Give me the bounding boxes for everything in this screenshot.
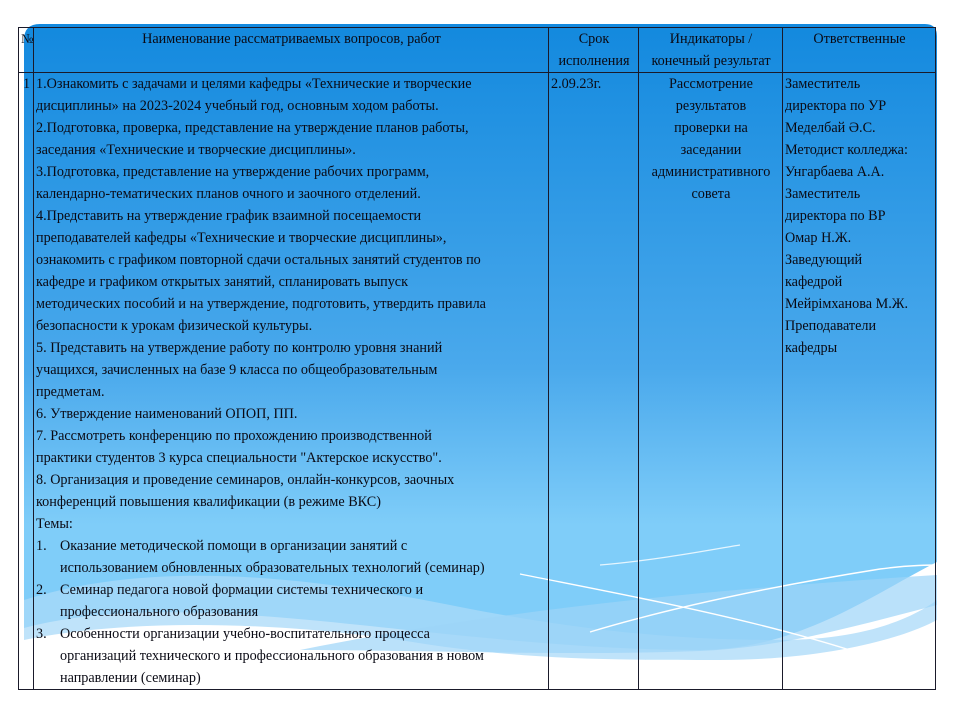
task-line: 6. Утверждение наименований ОПОП, ПП. (36, 406, 298, 422)
responsible-line: кафедрой (785, 274, 843, 290)
topic-line: Семинар педагога новой формации системы технического и (60, 582, 424, 598)
topic-text (60, 623, 547, 689)
topic-number: 3. (36, 626, 47, 642)
task-line: Темы: (36, 516, 73, 532)
header-deadline-line2: исполнения (558, 53, 630, 69)
indicator-line: проверки на (674, 120, 748, 136)
topic-item (36, 579, 547, 623)
responsible-line: кафедры (785, 340, 838, 356)
task-list (36, 73, 547, 535)
task-line: практики студентов 3 курса специальности "Актерское искусство". (36, 450, 442, 466)
header-deadline-line1: Срок (578, 31, 610, 47)
task-line: календарно-тематических планов очного и заочного отделений. (36, 186, 421, 202)
indicator-line: административного (651, 164, 771, 180)
responsible-line: Мейрімханова М.Ж. (785, 296, 908, 312)
responsible-line: Преподаватели (785, 318, 877, 334)
indicator-line: совета (691, 186, 731, 202)
topic-line: Особенности организации учебно-воспитательного процесса (60, 626, 430, 642)
task-line: 5. Представить на утверждение работу по контролю уровня знаний (36, 340, 443, 356)
topic-text (60, 535, 547, 579)
row-deadline: 2.09.23г. (549, 73, 639, 690)
responsible-line: Заведующий (785, 252, 863, 268)
task-line: преподавателей кафедры «Технические и творческие дисциплины», (36, 230, 447, 246)
header-indicators-line2: конечный результат (651, 53, 771, 69)
header-responsible: Ответственные (783, 28, 936, 73)
task-line: учащихся, зачисленных на базе 9 класса по общеобразовательным (36, 362, 438, 378)
responsible-line: директора по ВР (785, 208, 886, 224)
task-line: дисциплины» на 2023-2024 учебный год, основным ходом работы. (36, 98, 439, 114)
topic-list (36, 535, 547, 689)
table-row (19, 73, 936, 690)
topic-item (36, 623, 547, 689)
table-header-row (19, 28, 936, 73)
topic-line: направлении (семинар) (60, 670, 201, 686)
row-responsible (783, 73, 936, 690)
topic-number: 2. (36, 582, 47, 598)
task-line: кафедре и графиком открытых занятий, спланировать выпуск (36, 274, 408, 290)
topic-line: Оказание методической помощи в организации занятий с (60, 538, 408, 554)
row-number: 1 (19, 73, 34, 690)
responsible-line: Меделбай Ә.С. (785, 120, 876, 136)
header-indicators-line1: Индикаторы / (669, 31, 753, 47)
responsible-line: Омар Н.Ж. (785, 230, 852, 246)
responsible-line: Унгарбаева А.А. (785, 164, 885, 180)
topic-text (60, 579, 547, 623)
task-line: 2.Подготовка, проверка, представление на утверждение планов работы, (36, 120, 469, 136)
task-line: конференций повышения квалификации (в режиме ВКС) (36, 494, 381, 510)
indicator-line: Рассмотрение (669, 76, 753, 92)
task-line: 8. Организация и проведение семинаров, онлайн-конкурсов, заочных (36, 472, 455, 488)
topic-item (36, 535, 547, 579)
topic-number: 1. (36, 538, 47, 554)
header-indicators (639, 28, 783, 73)
task-line: 1.Ознакомить с задачами и целями кафедры «Технические и творческие (36, 76, 472, 92)
topic-line: организаций технического и профессионального образования в новом (60, 648, 484, 664)
task-line: 4.Представить на утверждение график взаимной посещаемости (36, 208, 422, 224)
task-line: заседания «Технические и творческие дисциплины». (36, 142, 356, 158)
responsible-line: директора по УР (785, 98, 887, 114)
task-line: методических пособий и на утверждение, подготовить, утвердить правила (36, 296, 486, 312)
topic-line: профессионального образования (60, 604, 259, 620)
task-line: ознакомить с графиком повторной сдачи остальных занятий студентов по (36, 252, 481, 268)
work-plan-table (18, 27, 936, 690)
task-line: предметам. (36, 384, 105, 400)
row-indicators (639, 73, 783, 690)
responsible-line: Заместитель (785, 186, 861, 202)
indicator-line: заседании (680, 142, 742, 158)
task-line: 3.Подготовка, представление на утверждение рабочих программ, (36, 164, 430, 180)
indicator-line: результатов (675, 98, 747, 114)
header-deadline (549, 28, 639, 73)
responsible-lines (785, 73, 934, 359)
indicator-lines (641, 73, 781, 205)
responsible-line: Заместитель (785, 76, 861, 92)
header-name: Наименование рассматриваемых вопросов, работ (34, 28, 549, 73)
responsible-line: Методист колледжа: (785, 142, 908, 158)
header-number: № (19, 28, 34, 73)
task-line: безопасности к урокам физической культуры. (36, 318, 313, 334)
row-tasks-cell (34, 73, 549, 690)
task-line: 7. Рассмотреть конференцию по прохождению производственной (36, 428, 432, 444)
topic-line: использованием обновленных образовательных технологий (семинар) (60, 560, 485, 576)
